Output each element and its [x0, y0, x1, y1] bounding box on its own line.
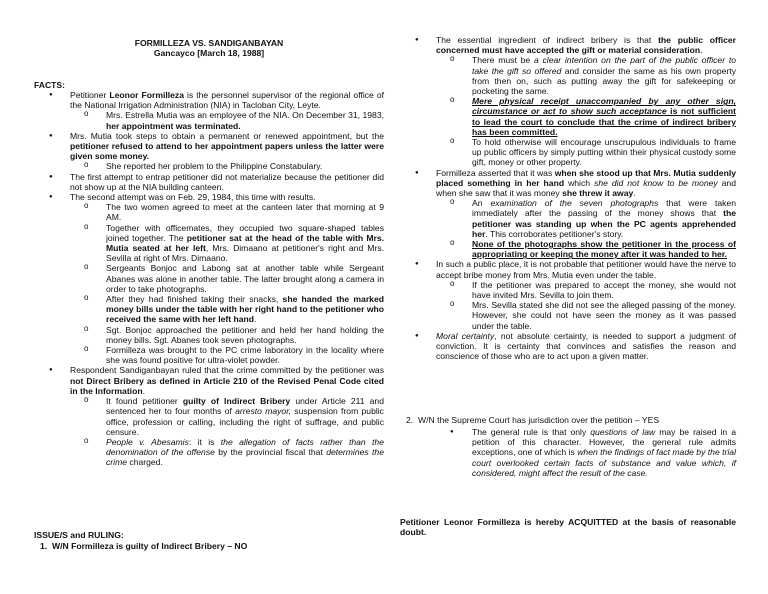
issues-heading: ISSUE/S and RULING:	[34, 530, 124, 540]
list-item: o To hold otherwise will encourage unscrupulous individuals to frame up public officers by simply putting within their physical custody some gift, money or other property.	[434, 137, 736, 168]
list-item: o Together with officemates, they occupied two square-shaped tables joined together. The petitioner sat at the head of the table with Mrs. Mutia seated at her left, Mrs. Dimaano at petitioner's right and Mrs. Sevilla at right of Mrs. Dimaano.	[68, 223, 384, 264]
facts-heading: FACTS:	[34, 80, 66, 90]
list-item: o There must be a clear intention on the part of the public officer to take the gift so offered and consider the same as his own property from then on, such as putting away the gift for safekeeping or pocketing the same.	[434, 55, 736, 96]
list-item: ● The second attempt was on Feb. 29, 1984, this time with results.	[34, 192, 384, 202]
list-item: o Mrs. Sevilla stated she did not see the alleged passing of the money. However, she could not have seen the money as it was passed under the table.	[434, 300, 736, 331]
issue-1: 1. W/N Formilleza is guilty of Indirect Bribery – NO	[40, 541, 248, 551]
list-item: ● Moral certainty, not absolute certainty, is needed to support a judgment of conviction. It is certainty that convinces and satisfies the reason and conscience of those who are to act upon a given matter.	[400, 331, 736, 362]
list-item: o If the petitioner was prepared to accept the money, she would not have invited Mrs. Sevilla to join them.	[434, 280, 736, 300]
list-item: ● Petitioner Leonor Formilleza is the personnel supervisor of the regional office of the National Irrigation Administration (NIA) in Tacloban City, Leyte.	[34, 90, 384, 110]
list-item: o Sergeants Bonjoc and Labong sat at another table while Sergeant Abanes was alone in another table. The latter brought along a camera in order to take photographs.	[68, 263, 384, 294]
issue-2-list	[400, 427, 736, 478]
issue-2: 2. W/N the Supreme Court has jurisdiction over the petition – YES	[406, 415, 660, 425]
list-item: ● Mrs. Mutia took steps to obtain a permanent or renewed appointment, but the petitioner refused to attend to her appointment papers unless the latter were given some money.	[34, 131, 384, 162]
list-item: o Sgt. Bonjoc approached the petitioner and held her hand holding the money bills. Sgt. Abanes took seven photographs.	[68, 325, 384, 345]
list-item: o None of the photographs show the petitioner in the process of appropriating or keeping the money after it was handed to her.	[434, 239, 736, 259]
facts-list	[34, 90, 384, 468]
list-item: ● Respondent Sandiganbayan ruled that the crime committed by the petitioner was not Direct Bribery as defined in Article 210 of the Revised Penal Code cited in the Information.	[34, 365, 384, 396]
list-item: o The two women agreed to meet at the canteen later that morning at 9 AM.	[68, 202, 384, 222]
case-subtitle: Gancayco [March 18, 1988]	[153, 48, 265, 58]
list-item: o Mrs. Estrella Mutia was an employee of the NIA. On December 31, 1983, her appointment was terminated.	[68, 110, 384, 130]
list-item: ● In such a public place, it is not probable that petitioner would have the nerve to accept bribe money from Mrs. Mutia even under the table.	[400, 259, 736, 279]
list-item: ● The first attempt to entrap petitioner did not materialize because the petitioner did not show up at the NIA building canteen.	[34, 172, 384, 192]
disposition: Petitioner Leonor Formilleza is hereby ACQUITTED at the basis of reasonable doubt.	[400, 517, 736, 538]
list-item: ● The essential ingredient of indirect bribery is that the public officer concerned must have accepted the gift or material consideration.	[400, 35, 736, 55]
list-item: o She reported her problem to the Philippine Constabulary.	[68, 161, 384, 171]
list-item: ● Formilleza asserted that it was when she stood up that Mrs. Mutia suddenly placed something in her hand which she did not know to be money and when she saw that it was money she threw it away.	[400, 168, 736, 199]
ruling-list	[400, 35, 736, 362]
case-title: FORMILLEZA VS. SANDIGANBAYAN	[134, 38, 284, 48]
left-column	[34, 0, 385, 551]
list-item: ● The general rule is that only questions of law may be raised in a petition of this character. However, the general rule admits exceptions, one of which is when the findings of fact made by the trial court overlooked certain facts of substance and value which, if considered, might affect the result of the case.	[434, 427, 736, 478]
list-item: o After they had finished taking their snacks, she handed the marked money bills under the table with her right hand to the petitioner who received the same with her left hand.	[68, 294, 384, 325]
list-item: o Formilleza was brought to the PC crime laboratory in the locality where she was found positive for ultra-violet powder.	[68, 345, 384, 365]
list-item: o An examination of the seven photographs that were taken immediately after the passing of the money shows that the petitioner was standing up when the PC agents apprehended her. This corroborates petitioner's story.	[434, 198, 736, 239]
list-item: o People v. Abesamis: it is the allegation of facts rather than the denomination of the offense by the provincial fiscal that determines the crime charged.	[68, 437, 384, 468]
list-item: o Mere physical receipt unaccompanied by any other sign, circumstance or act to show such acceptance is not sufficient to lead the court to conclude that the crime of indirect bribery has been committed.	[434, 96, 736, 137]
list-item: o It found petitioner guilty of Indirect Bribery under Article 211 and sentenced her to four months of arresto mayor, suspension from public office, profession or calling, including the right of suffrage, and public censure.	[68, 396, 384, 437]
